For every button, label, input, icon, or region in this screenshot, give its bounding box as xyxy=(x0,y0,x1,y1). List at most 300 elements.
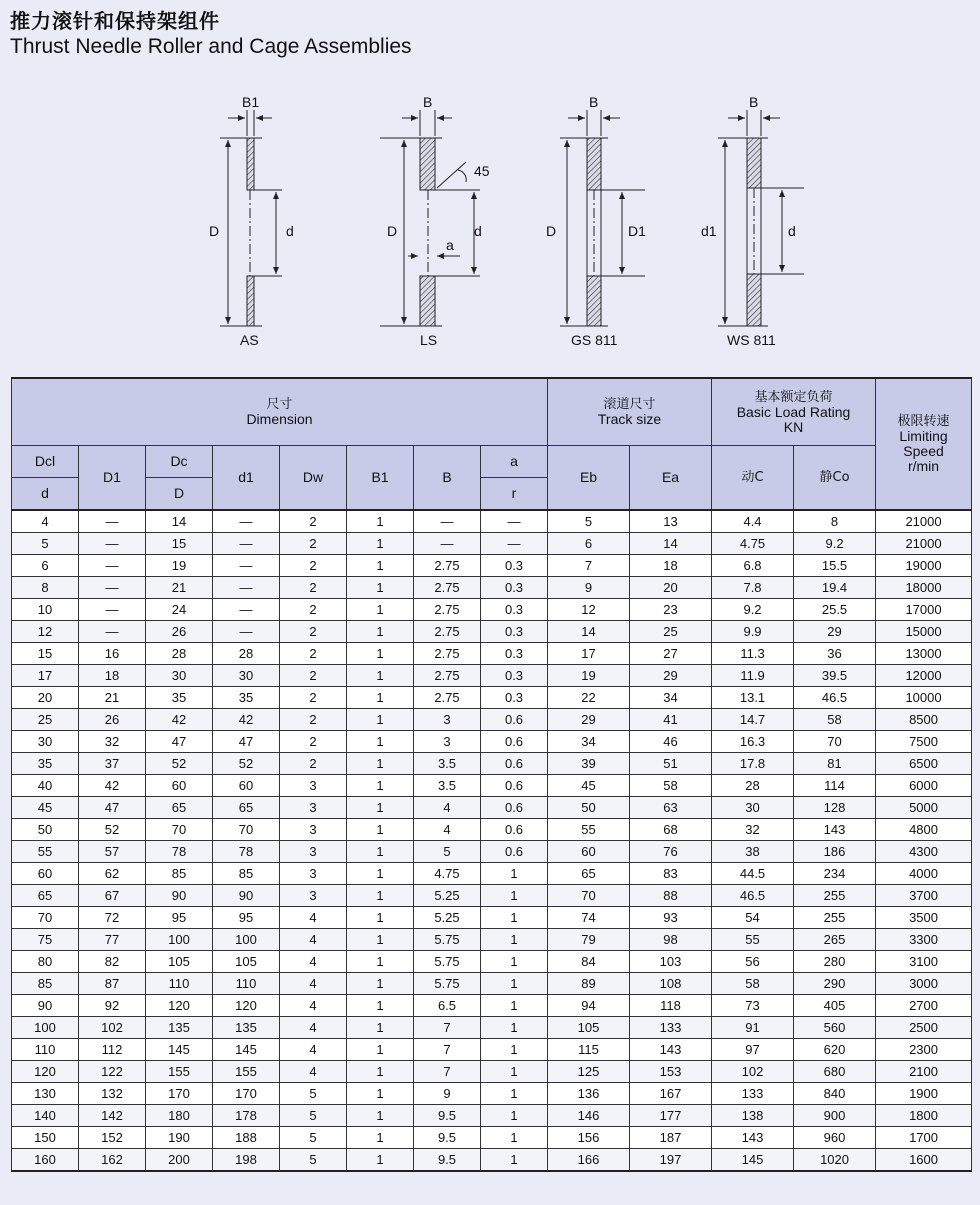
table-cell: 1 xyxy=(481,1083,548,1105)
table-cell: 65 xyxy=(548,863,630,885)
table-cell: 78 xyxy=(146,841,213,863)
table-cell: 900 xyxy=(794,1105,876,1127)
table-cell: 72 xyxy=(79,907,146,929)
table-cell: 34 xyxy=(630,687,712,709)
table-cell: 4 xyxy=(280,907,347,929)
table-cell: 35 xyxy=(12,753,79,775)
table-cell: 5.75 xyxy=(414,929,481,951)
table-cell: 3 xyxy=(280,863,347,885)
table-cell: 5.25 xyxy=(414,907,481,929)
label-gs-name: GS 811 xyxy=(571,332,618,348)
table-cell: 90 xyxy=(12,995,79,1017)
table-cell: 0.6 xyxy=(481,775,548,797)
table-cell: 47 xyxy=(213,731,280,753)
table-cell: 2.75 xyxy=(414,665,481,687)
title-chinese: 推力滚针和保持架组件 xyxy=(10,9,220,33)
table-cell: 41 xyxy=(630,709,712,731)
table-cell: 29 xyxy=(548,709,630,731)
table-cell: 2 xyxy=(280,555,347,577)
table-cell: 1 xyxy=(347,973,414,995)
table-cell: 1 xyxy=(481,1149,548,1172)
header-dcl: Dcl xyxy=(12,446,79,478)
table-cell: 2300 xyxy=(876,1039,972,1061)
table-cell: 21000 xyxy=(876,510,972,533)
label-as-b1: B1 xyxy=(242,94,260,110)
table-cell: 100 xyxy=(12,1017,79,1039)
table-cell: 3100 xyxy=(876,951,972,973)
header-speed-en1: Limiting xyxy=(899,428,948,444)
table-cell: — xyxy=(213,555,280,577)
table-row xyxy=(12,533,972,555)
table-row xyxy=(12,687,972,709)
table-cell: — xyxy=(481,510,548,533)
table-cell: 155 xyxy=(213,1061,280,1083)
table-cell: 4 xyxy=(280,1039,347,1061)
table-cell: 24 xyxy=(146,599,213,621)
table-cell: 15.5 xyxy=(794,555,876,577)
table-cell: 125 xyxy=(548,1061,630,1083)
table-cell: 36 xyxy=(794,643,876,665)
table-cell: 6500 xyxy=(876,753,972,775)
table-cell: 15 xyxy=(12,643,79,665)
table-cell: 4.4 xyxy=(712,510,794,533)
header-d-small: d xyxy=(12,478,79,511)
table-cell: 1 xyxy=(481,885,548,907)
table-cell: 2 xyxy=(280,533,347,555)
table-cell: 74 xyxy=(548,907,630,929)
table-cell: 3 xyxy=(280,775,347,797)
table-cell: 35 xyxy=(146,687,213,709)
table-cell: 1 xyxy=(347,643,414,665)
table-cell: 167 xyxy=(630,1083,712,1105)
diagram-ws811 xyxy=(701,94,804,348)
table-cell: 3300 xyxy=(876,929,972,951)
table-cell: 12 xyxy=(548,599,630,621)
table-cell: 200 xyxy=(146,1149,213,1172)
table-cell: 110 xyxy=(146,973,213,995)
table-cell: 1 xyxy=(347,1061,414,1083)
table-cell: 77 xyxy=(79,929,146,951)
header-speed-unit: r/min xyxy=(907,458,940,474)
table-cell: 28 xyxy=(712,775,794,797)
table-cell: 9.5 xyxy=(414,1149,481,1172)
table-cell: 1 xyxy=(347,753,414,775)
table-cell: 7 xyxy=(414,1017,481,1039)
table-cell: 1 xyxy=(347,1149,414,1172)
table-cell: 19 xyxy=(146,555,213,577)
table-cell: 9 xyxy=(548,577,630,599)
table-cell: 1 xyxy=(347,599,414,621)
table-cell: 187 xyxy=(630,1127,712,1149)
table-cell: 3500 xyxy=(876,907,972,929)
table-cell: 14 xyxy=(146,510,213,533)
table-cell: 5.25 xyxy=(414,885,481,907)
table-cell: 1 xyxy=(347,797,414,819)
table-cell: 128 xyxy=(794,797,876,819)
table-row xyxy=(12,665,972,687)
table-row xyxy=(12,1127,972,1149)
table-cell: 105 xyxy=(548,1017,630,1039)
table-cell: 6000 xyxy=(876,775,972,797)
table-cell: 4 xyxy=(414,797,481,819)
table-cell: — xyxy=(414,510,481,533)
table-cell: 90 xyxy=(146,885,213,907)
table-cell: 45 xyxy=(12,797,79,819)
table-cell: 4000 xyxy=(876,863,972,885)
table-cell: 135 xyxy=(146,1017,213,1039)
header-track-size xyxy=(548,378,712,446)
table-cell: 13 xyxy=(630,510,712,533)
table-cell: 120 xyxy=(146,995,213,1017)
table-cell: 47 xyxy=(146,731,213,753)
title-block xyxy=(10,8,412,60)
table-cell: 73 xyxy=(712,995,794,1017)
table-cell: 2700 xyxy=(876,995,972,1017)
table-cell: 54 xyxy=(712,907,794,929)
table-row xyxy=(12,1039,972,1061)
table-cell: 2 xyxy=(280,510,347,533)
table-cell: 76 xyxy=(630,841,712,863)
table-cell: 19 xyxy=(548,665,630,687)
table-cell: 280 xyxy=(794,951,876,973)
table-cell: 11.9 xyxy=(712,665,794,687)
table-cell: 1 xyxy=(481,951,548,973)
table-cell: 17000 xyxy=(876,599,972,621)
table-cell: 62 xyxy=(79,863,146,885)
table-cell: 100 xyxy=(213,929,280,951)
spec-table xyxy=(11,377,972,1172)
table-row xyxy=(12,577,972,599)
label-as-d-inner: d xyxy=(286,223,294,239)
table-cell: 162 xyxy=(79,1149,146,1172)
table-cell: 89 xyxy=(548,973,630,995)
table-cell: 197 xyxy=(630,1149,712,1172)
header-dynamic-c: 动C xyxy=(712,446,794,511)
table-cell: 39 xyxy=(548,753,630,775)
header-limiting-speed xyxy=(876,378,972,510)
table-cell: 21 xyxy=(146,577,213,599)
table-cell: 1600 xyxy=(876,1149,972,1172)
table-cell: 5 xyxy=(280,1149,347,1172)
table-cell: 90 xyxy=(213,885,280,907)
table-cell: 18000 xyxy=(876,577,972,599)
table-cell: 103 xyxy=(630,951,712,973)
table-cell: 0.3 xyxy=(481,577,548,599)
table-cell: 1 xyxy=(347,995,414,1017)
header-dc: Dc xyxy=(146,446,213,478)
table-cell: 7.8 xyxy=(712,577,794,599)
table-cell: 1 xyxy=(347,621,414,643)
label-as-name: AS xyxy=(240,332,259,348)
table-cell: 2.75 xyxy=(414,687,481,709)
table-cell: 100 xyxy=(146,929,213,951)
table-cell: 46.5 xyxy=(794,687,876,709)
table-cell: 85 xyxy=(213,863,280,885)
table-row xyxy=(12,1061,972,1083)
table-cell: 3.5 xyxy=(414,753,481,775)
header-dimension-en: Dimension xyxy=(246,411,313,427)
table-cell: 620 xyxy=(794,1039,876,1061)
table-cell: 83 xyxy=(630,863,712,885)
table-cell: 34 xyxy=(548,731,630,753)
table-cell: 12 xyxy=(12,621,79,643)
table-cell: 1 xyxy=(481,973,548,995)
table-cell: 1900 xyxy=(876,1083,972,1105)
table-cell: 0.3 xyxy=(481,555,548,577)
table-cell: 0.3 xyxy=(481,665,548,687)
table-cell: 177 xyxy=(630,1105,712,1127)
table-cell: 290 xyxy=(794,973,876,995)
header-ea: Ea xyxy=(630,446,712,511)
table-cell: 79 xyxy=(548,929,630,951)
table-cell: 4 xyxy=(12,510,79,533)
table-cell: 1 xyxy=(347,1083,414,1105)
table-cell: 5 xyxy=(548,510,630,533)
header-d1-cap: D1 xyxy=(79,446,146,511)
table-cell: 42 xyxy=(146,709,213,731)
table-cell: 143 xyxy=(712,1127,794,1149)
table-cell: 17.8 xyxy=(712,753,794,775)
label-ls-angle: 45 xyxy=(474,163,490,179)
table-cell: 102 xyxy=(712,1061,794,1083)
table-cell: 9 xyxy=(414,1083,481,1105)
table-cell: 70 xyxy=(794,731,876,753)
label-as-d-outer: D xyxy=(209,223,220,239)
table-cell: 52 xyxy=(79,819,146,841)
table-cell: 9.2 xyxy=(794,533,876,555)
table-row xyxy=(12,510,972,533)
table-cell: 1 xyxy=(347,577,414,599)
title-english: Thrust Needle Roller and Cage Assemblies xyxy=(10,35,412,58)
table-cell: 13000 xyxy=(876,643,972,665)
table-cell: 17 xyxy=(548,643,630,665)
table-cell: 2.75 xyxy=(414,643,481,665)
table-cell: 1 xyxy=(481,1061,548,1083)
table-cell: 55 xyxy=(712,929,794,951)
table-cell: 18 xyxy=(79,665,146,687)
table-cell: 1700 xyxy=(876,1127,972,1149)
header-load-unit: KN xyxy=(783,418,804,435)
label-gs-b: B xyxy=(589,94,599,110)
table-cell: 133 xyxy=(712,1083,794,1105)
table-cell: 1 xyxy=(481,929,548,951)
table-cell: — xyxy=(79,555,146,577)
table-cell: 145 xyxy=(146,1039,213,1061)
table-cell: 1800 xyxy=(876,1105,972,1127)
table-cell: 1 xyxy=(481,995,548,1017)
table-cell: 8 xyxy=(794,510,876,533)
table-cell: 130 xyxy=(12,1083,79,1105)
table-cell: 40 xyxy=(12,775,79,797)
table-cell: 140 xyxy=(12,1105,79,1127)
table-cell: 155 xyxy=(146,1061,213,1083)
table-cell: 0.6 xyxy=(481,841,548,863)
table-cell: 8500 xyxy=(876,709,972,731)
table-cell: 1 xyxy=(347,731,414,753)
table-cell: 133 xyxy=(630,1017,712,1039)
table-cell: 9.5 xyxy=(414,1127,481,1149)
table-cell: 12000 xyxy=(876,665,972,687)
spec-table-wrap xyxy=(11,377,969,1172)
table-cell: — xyxy=(79,621,146,643)
table-cell: — xyxy=(79,577,146,599)
table-cell: 52 xyxy=(213,753,280,775)
table-cell: 18 xyxy=(630,555,712,577)
table-cell: 0.6 xyxy=(481,709,548,731)
table-cell: — xyxy=(481,533,548,555)
table-cell: 30 xyxy=(146,665,213,687)
table-cell: 25 xyxy=(630,621,712,643)
table-cell: 70 xyxy=(548,885,630,907)
table-cell: — xyxy=(213,510,280,533)
table-cell: 4 xyxy=(280,1017,347,1039)
diagram-gs811 xyxy=(546,94,646,348)
table-cell: 20 xyxy=(630,577,712,599)
table-cell: 0.6 xyxy=(481,753,548,775)
label-ls-name: LS xyxy=(420,332,438,348)
header-r: r xyxy=(481,478,548,511)
table-cell: 138 xyxy=(712,1105,794,1127)
table-cell: 84 xyxy=(548,951,630,973)
table-cell: 152 xyxy=(79,1127,146,1149)
table-cell: 120 xyxy=(213,995,280,1017)
table-row xyxy=(12,643,972,665)
table-cell: 186 xyxy=(794,841,876,863)
table-cell: 58 xyxy=(712,973,794,995)
table-cell: 78 xyxy=(213,841,280,863)
table-cell: 70 xyxy=(146,819,213,841)
table-cell: 3 xyxy=(414,709,481,731)
table-cell: 60 xyxy=(12,863,79,885)
table-cell: 3 xyxy=(280,797,347,819)
table-cell: 37 xyxy=(79,753,146,775)
header-load-cn: 基本额定负荷 xyxy=(754,389,833,405)
table-cell: 30 xyxy=(12,731,79,753)
table-cell: 1 xyxy=(481,1017,548,1039)
table-cell: 153 xyxy=(630,1061,712,1083)
table-cell: 70 xyxy=(213,819,280,841)
table-cell: 198 xyxy=(213,1149,280,1172)
table-cell: 1 xyxy=(347,709,414,731)
table-cell: 27 xyxy=(630,643,712,665)
table-cell: 1 xyxy=(347,885,414,907)
table-cell: 14 xyxy=(630,533,712,555)
table-cell: 234 xyxy=(794,863,876,885)
header-load-rating xyxy=(712,378,876,446)
table-cell: 840 xyxy=(794,1083,876,1105)
table-cell: 87 xyxy=(79,973,146,995)
table-cell: 160 xyxy=(12,1149,79,1172)
table-cell: 65 xyxy=(12,885,79,907)
table-cell: 1 xyxy=(347,907,414,929)
table-cell: — xyxy=(213,533,280,555)
table-cell: 5 xyxy=(280,1127,347,1149)
header-eb: Eb xyxy=(548,446,630,511)
table-cell: 44.5 xyxy=(712,863,794,885)
table-cell: 57 xyxy=(79,841,146,863)
table-cell: 11.3 xyxy=(712,643,794,665)
table-cell: 122 xyxy=(79,1061,146,1083)
table-cell: 4.75 xyxy=(712,533,794,555)
table-cell: 143 xyxy=(794,819,876,841)
table-cell: 7 xyxy=(548,555,630,577)
table-cell: 55 xyxy=(12,841,79,863)
table-cell: 178 xyxy=(213,1105,280,1127)
table-cell: 47 xyxy=(79,797,146,819)
table-cell: 42 xyxy=(213,709,280,731)
table-cell: 0.6 xyxy=(481,819,548,841)
header-static-co: 静Co xyxy=(794,446,876,511)
table-cell: — xyxy=(79,510,146,533)
table-cell: 51 xyxy=(630,753,712,775)
table-cell: 1 xyxy=(347,1105,414,1127)
table-cell: 9.9 xyxy=(712,621,794,643)
table-cell: 136 xyxy=(548,1083,630,1105)
table-cell: 50 xyxy=(12,819,79,841)
table-cell: — xyxy=(213,599,280,621)
table-cell: 145 xyxy=(213,1039,280,1061)
table-cell: 2 xyxy=(280,709,347,731)
table-cell: 960 xyxy=(794,1127,876,1149)
table-cell: 115 xyxy=(548,1039,630,1061)
table-row xyxy=(12,599,972,621)
table-cell: 5.75 xyxy=(414,951,481,973)
table-cell: 3 xyxy=(280,841,347,863)
table-cell: 0.3 xyxy=(481,687,548,709)
table-cell: 3000 xyxy=(876,973,972,995)
header-track-cn: 滚道尺寸 xyxy=(603,397,656,412)
label-ls-b: B xyxy=(423,94,433,110)
table-cell: 4 xyxy=(414,819,481,841)
table-cell: 156 xyxy=(548,1127,630,1149)
table-cell: 1 xyxy=(347,1127,414,1149)
table-cell: 68 xyxy=(630,819,712,841)
table-cell: 85 xyxy=(12,973,79,995)
table-cell: 2 xyxy=(280,599,347,621)
table-cell: 14 xyxy=(548,621,630,643)
table-cell: 17 xyxy=(12,665,79,687)
diagram-ls xyxy=(380,94,490,348)
table-row xyxy=(12,621,972,643)
table-cell: 25 xyxy=(12,709,79,731)
table-cell: 110 xyxy=(12,1039,79,1061)
table-cell: 26 xyxy=(146,621,213,643)
table-cell: 50 xyxy=(548,797,630,819)
table-header xyxy=(12,378,972,510)
table-cell: 58 xyxy=(794,709,876,731)
table-cell: 4.75 xyxy=(414,863,481,885)
table-cell: 58 xyxy=(630,775,712,797)
label-ls-d-inner: d xyxy=(474,223,482,239)
table-cell: 180 xyxy=(146,1105,213,1127)
table-row xyxy=(12,1149,972,1172)
table-cell: 38 xyxy=(712,841,794,863)
label-ws-name: WS 811 xyxy=(727,332,776,348)
table-cell: 14.7 xyxy=(712,709,794,731)
table-cell: 88 xyxy=(630,885,712,907)
table-cell: 32 xyxy=(712,819,794,841)
table-cell: 150 xyxy=(12,1127,79,1149)
diagram-as xyxy=(209,94,294,348)
table-cell: 5.75 xyxy=(414,973,481,995)
table-cell: 10000 xyxy=(876,687,972,709)
table-cell: 91 xyxy=(712,1017,794,1039)
table-cell: 1 xyxy=(347,533,414,555)
table-cell: 255 xyxy=(794,885,876,907)
table-cell: 2 xyxy=(280,577,347,599)
header-dimension-cn: 尺寸 xyxy=(266,397,293,412)
table-row xyxy=(12,775,972,797)
